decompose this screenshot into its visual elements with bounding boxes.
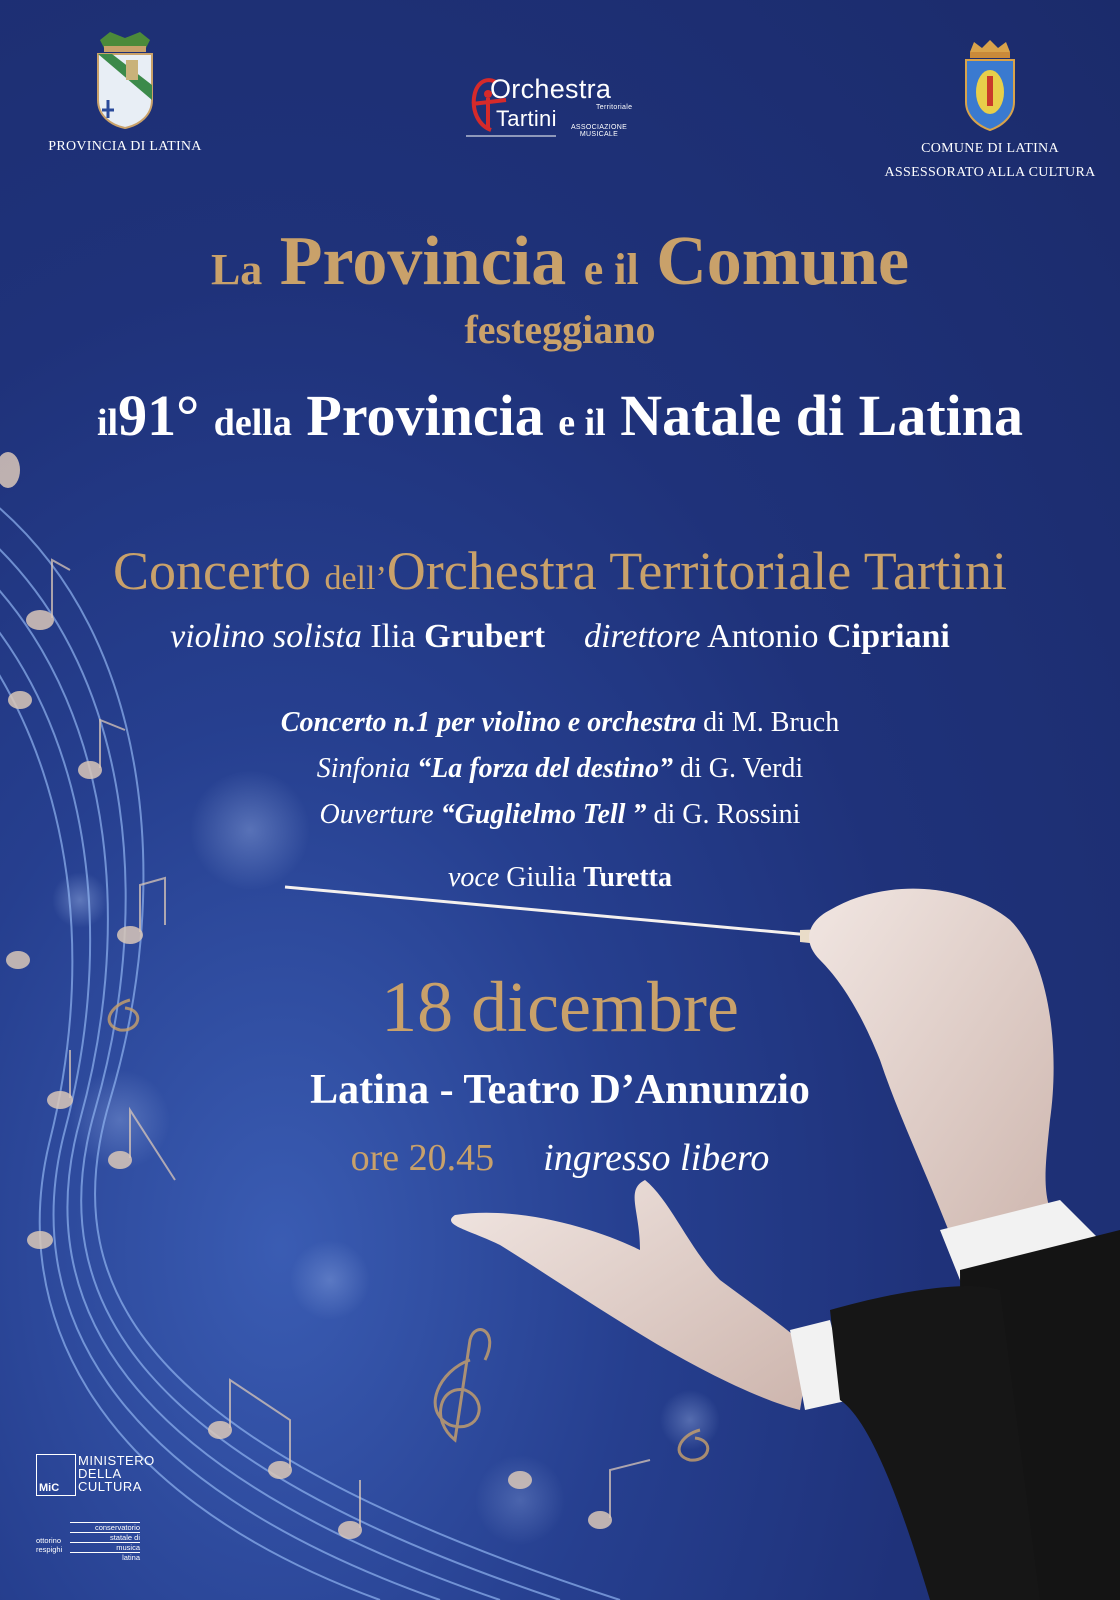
program-item: Concerto n.1 per violino e orchestra di M. Bruch [280,707,840,738]
ministero-cultura-logo: MiC MINISTERO DELLA CULTURA [36,1454,176,1498]
comune-coat-of-arms-icon [960,40,1020,132]
title-provincia: Provincia [279,223,567,300]
event-time: ore 20.45 [350,1137,495,1179]
title-line-3 [0,382,1120,449]
conductor-role: direttore [584,618,701,655]
program-list [0,700,1120,838]
title-provincia-2: Provincia [306,383,544,448]
conductor-first-name: Antonio [707,618,819,655]
event-entry: ingresso libero [543,1137,770,1179]
voice-role: voce [448,862,500,893]
voice-last-name: Turetta [583,862,672,893]
violin-last-name: Grubert [424,618,546,655]
conductor-last-name: Cipriani [827,618,950,655]
violin-role: violino solista [170,618,362,655]
voice-line [0,862,1120,894]
voice-first-name: Giulia [506,862,577,893]
title-line-1 [0,222,1120,302]
title-natale-di-latina: Natale di Latina [620,383,1024,448]
title-della: della [213,402,292,444]
title-la: La [210,245,263,294]
conservatorio-logo: ottorino respighi conservatorio statale di musica latina [36,1523,140,1562]
performers-line [0,618,1120,656]
music-staff-lines [0,500,620,1600]
event-venue: Latina - Teatro D’Annunzio [310,1067,810,1113]
orchestra-tartini-logo [466,60,646,140]
concert-dell: dell’ [324,560,387,597]
title-il: il [96,402,119,444]
territoriale-word: Territoriale [596,104,633,111]
concert-title [0,540,1120,602]
title-comune: Comune [656,223,910,300]
title-e-il-2: e il [558,402,606,444]
mic-badge: MiC [36,1454,76,1496]
program-item: Ouverture “Guglielmo Tell ” di G. Rossini [319,799,801,830]
assessorato-caption: ASSESSORATO ALLA CULTURA [884,165,1096,180]
concert-word: Concerto [113,541,311,601]
event-date: 18 dicembre [381,967,739,1047]
program-item: Sinfonia “La forza del destino” di G. Verdi [316,753,804,784]
baton [285,887,860,948]
title-line-2: festeggiano [464,307,656,352]
concert-orchestra-name: Orchestra Territoriale Tartini [386,541,1007,601]
violin-first-name: Ilia [370,618,416,655]
title-e-il: e il [583,245,639,294]
tartini-word: Tartini [496,106,557,131]
provincia-caption: PROVINCIA DI LATINA [48,139,202,154]
comune-logo-block [870,40,1110,185]
comune-caption: COMUNE DI LATINA [921,141,1059,156]
title-91: 91° [118,383,200,448]
associazione-musicale-word: ASSOCIAZIONE MUSICALE [570,124,628,138]
orchestra-word: Orchestra [490,74,612,104]
provincia-coat-of-arms-icon [90,30,160,130]
event-time-line [0,1136,1120,1180]
provincia-logo-block [30,30,220,159]
